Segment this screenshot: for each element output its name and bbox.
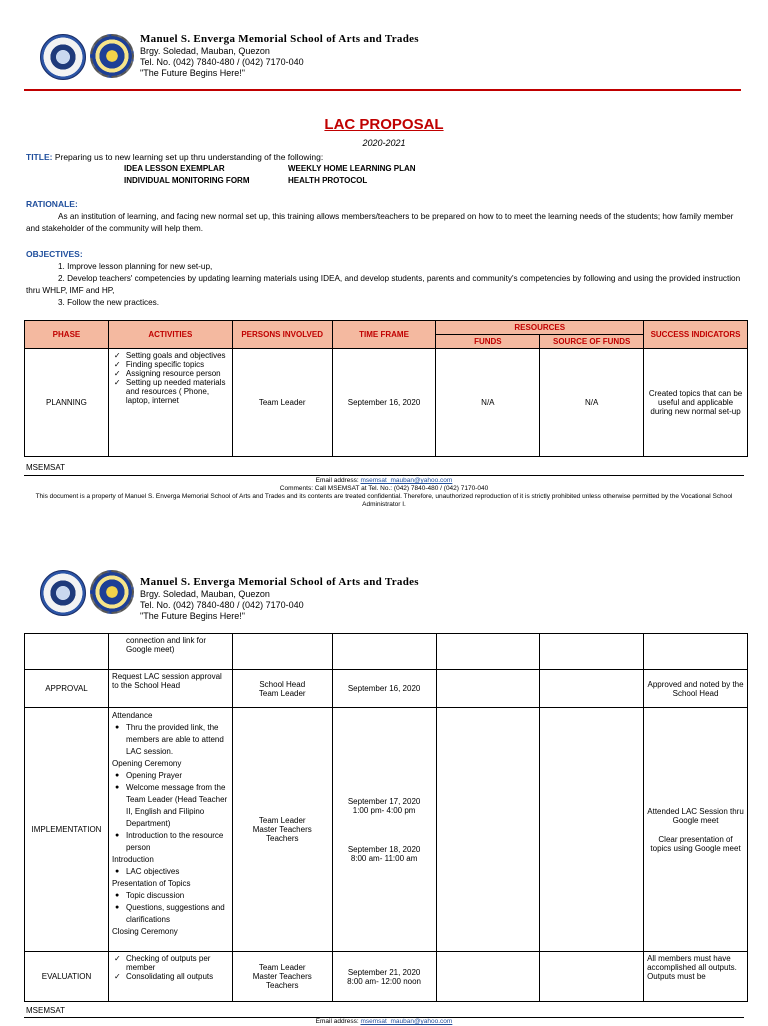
footer-divider (24, 475, 744, 476)
footer-email-link-2[interactable]: msemsat_mauban@yahoo.com (360, 1018, 453, 1025)
implementation-activities (108, 708, 232, 952)
item-health: HEALTH PROTOCOL (288, 176, 368, 185)
approval-success: Approved and noted by the School Head (644, 670, 748, 708)
item-whlp: WEEKLY HOME LEARNING PLAN (288, 164, 416, 173)
school-name-2: Manuel S. Enverga Memorial School of Arts and Trades (140, 576, 419, 588)
indicator: Outputs must be (647, 972, 706, 981)
header-funds: FUNDS (436, 335, 540, 349)
approval-phase: APPROVAL (25, 670, 109, 708)
list-item: ● Introduction to the resource person (126, 830, 229, 854)
planning-activities (108, 349, 232, 457)
implementation-timeframe (332, 708, 436, 952)
deped-seal-logo (40, 34, 86, 80)
header-resources: RESOURCES (436, 321, 644, 335)
header-source: SOURCE OF FUNDS (540, 335, 644, 349)
person: Team Leader (258, 688, 306, 698)
list-item: ✓ Checking of outputs per member (126, 954, 229, 972)
school-gear-logo-2 (90, 570, 134, 614)
time: 8:00 am- 12:00 noon (347, 976, 422, 986)
deped-seal-logo-2 (40, 570, 86, 616)
list-item: ● Topic discussion (126, 890, 229, 902)
evaluation-persons (232, 952, 332, 1002)
doc-title: LAC PROPOSAL (324, 116, 444, 133)
person: Team Leader (258, 963, 306, 972)
person: Teachers (266, 981, 299, 990)
objectives-label: OBJECTIVES: (26, 249, 83, 259)
doc-year: 2020-2021 (362, 138, 406, 148)
activity-heading: Introduction (111, 855, 154, 864)
footer-email-line (24, 477, 744, 485)
objective-item: 3. Follow the new practices. (58, 298, 160, 307)
indicator: All members must have accomplished all outputs. (647, 954, 737, 972)
implementation-success (644, 708, 748, 952)
activity-heading: Presentation of Topics (111, 879, 191, 888)
evaluation-success (644, 952, 748, 1002)
header-success: SUCCESS INDICATORS (644, 321, 748, 349)
list-item: ● Opening Prayer (126, 770, 229, 782)
item-idea: IDEA LESSON EXEMPLAR (124, 164, 225, 173)
list-item: ● Welcome message from the Team Leader (Head Teacher II, English and Filipino Department) (126, 782, 229, 830)
school-address: Brgy. Soledad, Mauban, Quezon (140, 46, 270, 56)
approval-timeframe: September 16, 2020 (332, 670, 436, 708)
title-label: TITLE: (26, 152, 53, 162)
list-item: ● LAC objectives (126, 866, 229, 878)
footer-abbr-2: MSEMSAT (26, 1006, 65, 1015)
footer-comments: Comments: Call MSEMSAT at Tel. No.: (042) 7840-480 / (042) 7170-040 (279, 485, 489, 492)
list-item: ✓ Consolidating all outputs (126, 972, 229, 981)
list-item: ✓ Setting goals and objectives (126, 351, 229, 360)
indicator: Clear presentation of topics using Google meet (650, 834, 741, 853)
planning-activities-continued: connection and link for Google meet) (108, 634, 232, 670)
objective-item: 2. Develop teachers' competencies by updating learning materials using IDEA, and develop students, parents and community's competencies by following and using the provided instruction thru WHLP, IMF and HP, (26, 274, 741, 295)
person: School Head (259, 679, 306, 689)
activity-heading: Opening Ceremony (111, 759, 182, 768)
footer-email-link[interactable]: msemsat_mauban@yahoo.com (360, 477, 453, 484)
title-text: Preparing us to new learning set up thru understanding of the following: (54, 152, 324, 162)
header-activities: ACTIVITIES (108, 321, 232, 349)
implementation-phase: IMPLEMENTATION (25, 708, 109, 952)
planning-phase: PLANNING (25, 349, 109, 457)
person: Teachers (266, 834, 299, 843)
school-address-2: Brgy. Soledad, Mauban, Quezon (140, 589, 270, 599)
person: Team Leader (258, 816, 306, 825)
footer-email-label: Email address: (315, 477, 359, 484)
footer-notice: This document is a property of Manuel S. Enverga Memorial School of Arts and Trades and its contents are treated confidential. Therefore, unauthorized reproduction of it is strictly prohibited unless otherwise permitted by the Vocational School Administrator I. (35, 493, 733, 508)
evaluation-phase: EVALUATION (25, 952, 109, 1002)
evaluation-activities (108, 952, 232, 1002)
list-item: ✓ Setting up needed materials and resources ( Phone, laptop, internet (126, 378, 229, 405)
list-item: ✓ Finding specific topics (126, 360, 229, 369)
proposal-table-page1 (24, 320, 748, 457)
objectives-list (26, 261, 744, 309)
header-divider (24, 89, 741, 91)
school-name: Manuel S. Enverga Memorial School of Arts and Trades (140, 33, 419, 45)
list-item: ● Questions, suggestions and clarifications (126, 902, 229, 926)
planning-source: N/A (540, 349, 644, 457)
title-line (26, 152, 323, 162)
date: September 18, 2020 (347, 844, 421, 854)
implementation-persons (232, 708, 332, 952)
footer-email-line-2 (24, 1018, 744, 1026)
footer-abbr: MSEMSAT (26, 463, 65, 472)
school-motto-2: "The Future Begins Here!" (140, 611, 245, 621)
school-tel-2: Tel. No. (042) 7840-480 / (042) 7170-040 (140, 600, 304, 610)
school-motto: "The Future Begins Here!" (140, 68, 245, 78)
header-timeframe: TIME FRAME (332, 321, 436, 349)
indicator: Attended LAC Session thru Google meet (647, 806, 744, 825)
objective-item: 1. Improve lesson planning for new set-up, (58, 262, 213, 271)
time: 1:00 pm- 4:00 pm (352, 805, 416, 815)
rationale-label: RATIONALE: (26, 199, 78, 209)
approval-persons (232, 670, 332, 708)
school-tel: Tel. No. (042) 7840-480 / (042) 7170-040 (140, 57, 304, 67)
header-persons: PERSONS INVOLVED (232, 321, 332, 349)
evaluation-timeframe (332, 952, 436, 1002)
header-phase: PHASE (25, 321, 109, 349)
rationale-text: As an institution of learning, and facing new normal set up, this training allows members/teachers to be prepared on how to to meet the learning needs of the students; how family member and stakeholder of the community will help them. (26, 212, 734, 233)
date: September 17, 2020 (347, 796, 421, 806)
person: Master Teachers (252, 825, 312, 834)
item-imf: INDIVIDUAL MONITORING FORM (124, 176, 250, 185)
planning-success: Created topics that can be useful and applicable during new normal set-up (644, 349, 748, 457)
person: Master Teachers (252, 972, 312, 981)
footer-email-label-2: Email address: (315, 1018, 359, 1025)
activity-heading: Closing Ceremony (111, 927, 178, 936)
planning-funds: N/A (436, 349, 540, 457)
planning-persons: Team Leader (232, 349, 332, 457)
date: September 21, 2020 (347, 967, 421, 977)
time: 8:00 am- 11:00 am (350, 853, 418, 863)
approval-activities: Request LAC session approval to the School Head (108, 670, 232, 708)
activity-heading: Attendance (111, 711, 153, 720)
school-gear-logo (90, 34, 134, 78)
list-item: ● Thru the provided link, the members are able to attend LAC session. (126, 722, 229, 758)
planning-timeframe: September 16, 2020 (332, 349, 436, 457)
proposal-table-page2 (24, 633, 748, 1002)
list-item: ✓ Assigning resource person (126, 369, 229, 378)
